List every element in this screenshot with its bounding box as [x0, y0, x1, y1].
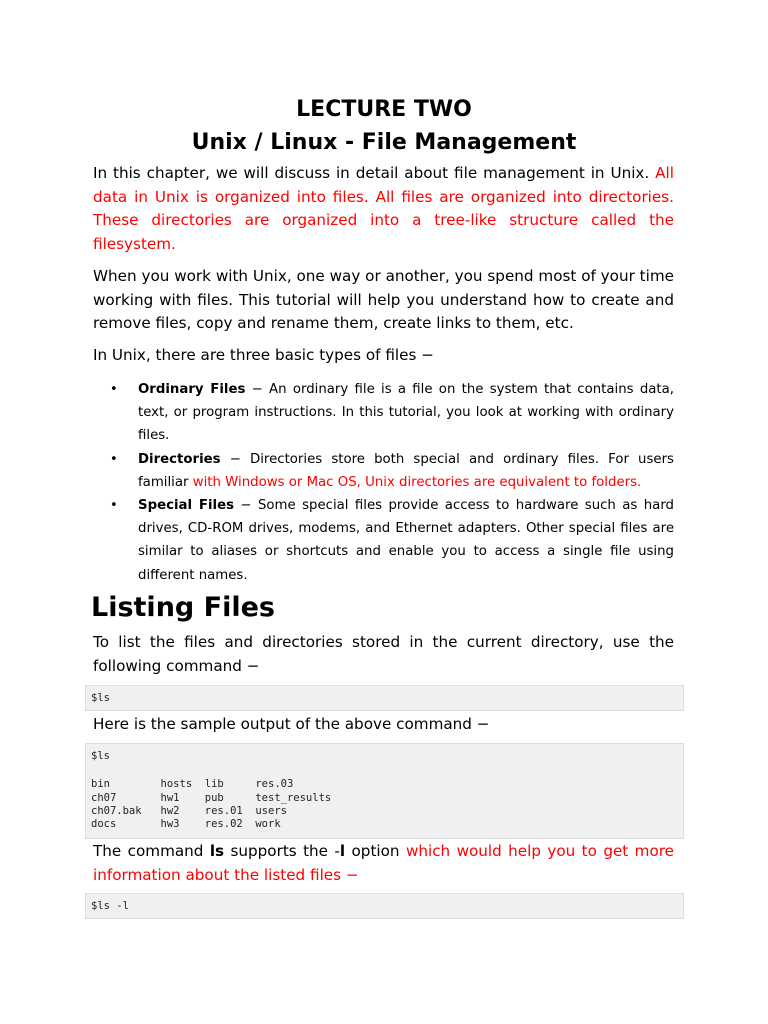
list-item	[110, 448, 674, 494]
code-line: bin hosts lib res.03	[91, 778, 294, 790]
list-command-intro: To list the files and directories stored in the current directory, use the following command −	[93, 633, 674, 675]
ls-para-highlight: which would help you to get more information about the listed files −	[93, 842, 674, 884]
bullet-icon: •	[110, 451, 118, 467]
intro-plain-text: In this chapter, we will discuss in detail about file management in Unix.	[93, 164, 656, 182]
bullet-text: − Some special files provide access to hardware such as hard drives, CD-ROM drives, modems, and Ethernet adapters. Other special files are similar to aliases or shortcuts and enable you to access a single file using different names.	[138, 498, 674, 583]
ls-para-text: option	[345, 842, 406, 860]
file-types-intro: In Unix, there are three basic types of files −	[93, 346, 434, 364]
bullet-term: Special Files	[138, 498, 235, 514]
ls-option-paragraph	[93, 840, 674, 887]
list-item	[110, 494, 674, 587]
code-line: $ls	[91, 750, 110, 762]
lecture-title: LECTURE TWO	[296, 97, 472, 122]
file-types-list	[110, 378, 674, 587]
section-heading: Listing Files	[91, 592, 275, 623]
list-item	[110, 378, 674, 448]
code-block-ls-l	[85, 893, 684, 919]
bullet-term: Directories	[138, 451, 221, 467]
bullet-text: − An ordinary file is a file on the system that contains data, text, or program instructions. In this tutorial, you look at working with ordinary files.	[138, 382, 675, 444]
bullet-icon: •	[110, 382, 118, 397]
ls-option-name: l	[339, 842, 346, 860]
code-block-ls	[85, 685, 684, 711]
code-line: $ls -l	[91, 900, 129, 912]
intro-paragraph	[93, 162, 674, 256]
bullet-term: Ordinary Files	[138, 382, 246, 397]
code-line: ch07.bak hw2 res.01 users	[91, 805, 287, 817]
ls-para-text: supports the -	[224, 842, 340, 860]
ls-command-name: ls	[209, 842, 225, 860]
ls-para-text: The command	[93, 842, 210, 860]
bullet-highlight-text: with Windows or Mac OS, Unix directories are equivalent to folders.	[192, 474, 642, 490]
intro-highlight-text: All data in Unix is organized into files. All files are organized into directories. These directories are organized into a tree-like structure called the filesystem.	[93, 164, 674, 253]
files-paragraph: When you work with Unix, one way or another, you spend most of your time working with files. This tutorial will help you understand how to create and remove files, copy and rename them, create links to them, etc.	[93, 267, 674, 332]
code-block-sample-output	[85, 743, 684, 839]
code-scrollbar[interactable]	[763, 764, 766, 816]
code-line: ch07 hw1 pub test_results	[91, 792, 332, 804]
code-line: $ls	[91, 692, 110, 704]
bullet-text: − Directories store both special and ordinary files. For users familiar	[138, 451, 674, 490]
document-title: Unix / Linux - File Management	[191, 130, 577, 155]
code-line: docs hw3 res.02 work	[91, 818, 281, 830]
bullet-icon: •	[110, 498, 118, 514]
sample-output-intro: Here is the sample output of the above command −	[93, 715, 490, 733]
